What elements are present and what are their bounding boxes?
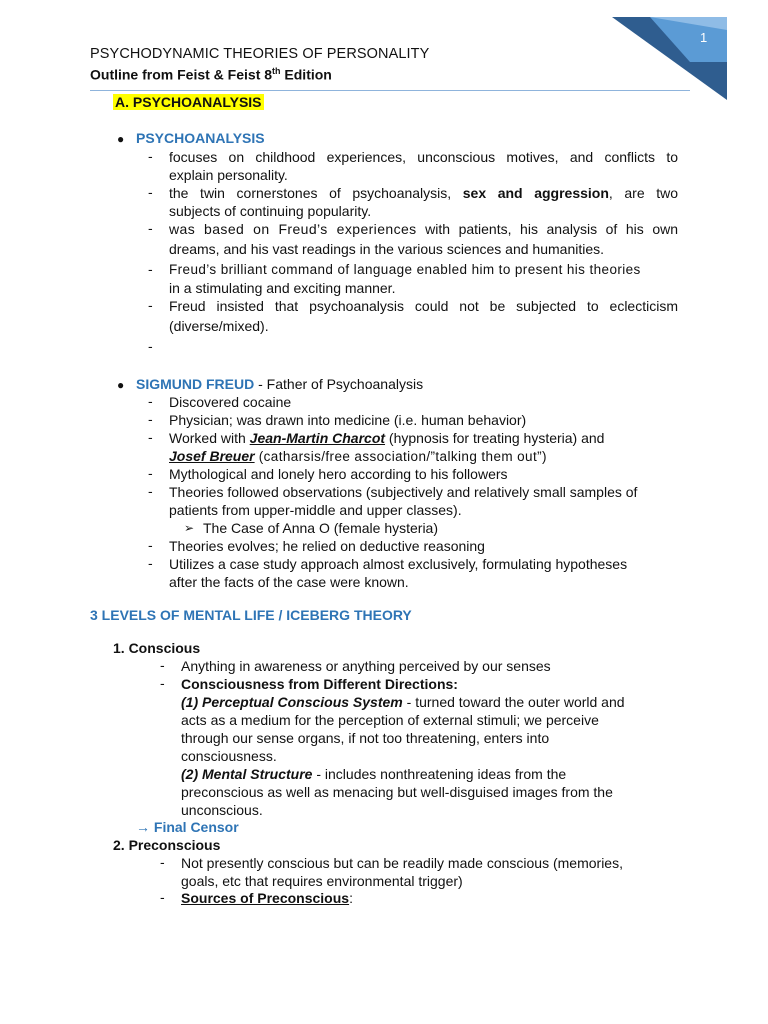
list-item-cont: explain personality. xyxy=(169,167,288,183)
list-item-cont: (diverse/mixed). xyxy=(169,318,269,334)
list-item: the twin cornerstones of psychoanalysis, sex and aggression, are two xyxy=(169,185,678,201)
preconscious-heading: 2. Preconscious xyxy=(113,837,221,853)
paragraph-line: preconscious as well as menacing but well-disguised images from the xyxy=(181,784,613,800)
paragraph-line: (1) Perceptual Conscious System - turned toward the outer world and xyxy=(181,694,625,710)
bullet-icon: ● xyxy=(117,132,125,146)
list-item: Discovered cocaine xyxy=(169,394,292,410)
paragraph-line: acts as a medium for the perception of external stimuli; we perceive xyxy=(181,712,599,728)
list-item: Freud’s brilliant command of language enabled him to present his theories xyxy=(169,262,641,277)
list-item: Sources of Preconscious: xyxy=(181,890,353,906)
dash-icon: - xyxy=(160,657,165,673)
document-title: PSYCHODYNAMIC THEORIES OF PERSONALITY xyxy=(90,46,430,62)
dash-icon: - xyxy=(148,297,153,313)
list-item-cont: subjects of continuing popularity. xyxy=(169,203,372,219)
dash-icon: - xyxy=(148,338,153,354)
dash-icon: - xyxy=(148,429,153,445)
page-number: 1 xyxy=(700,30,708,45)
dash-icon: - xyxy=(148,148,153,164)
list-item: Freud insisted that psychoanalysis could not be subjected to eclecticism xyxy=(169,298,678,314)
list-item: Mythological and lonely hero according to his followers xyxy=(169,466,508,482)
list-item: Not presently conscious but can be readily made conscious (memories, xyxy=(181,855,623,871)
list-item-cont: patients from upper-middle and upper classes). xyxy=(169,502,462,518)
list-item-cont: in a stimulating and exciting manner. xyxy=(169,280,396,296)
dash-icon: - xyxy=(160,889,165,905)
header-rule xyxy=(90,90,690,91)
dash-icon: - xyxy=(148,184,153,200)
dash-icon: - xyxy=(148,393,153,409)
final-censor-label: → Final Censor xyxy=(136,819,239,835)
paragraph-line: through our sense organs, if not too threatening, enters into xyxy=(181,730,550,746)
dash-icon: - xyxy=(148,555,153,571)
list-item: Consciousness from Different Directions: xyxy=(181,676,458,692)
dash-icon: - xyxy=(160,854,165,870)
paragraph-line: consciousness. xyxy=(181,748,277,764)
dash-icon: - xyxy=(148,411,153,427)
levels-heading: 3 LEVELS OF MENTAL LIFE / ICEBERG THEORY xyxy=(90,607,412,623)
list-item: focuses on childhood experiences, unconscious motives, and conflicts to xyxy=(169,149,678,165)
bullet-icon: ● xyxy=(117,378,125,392)
section-a-heading: A. PSYCHOANALYSIS xyxy=(115,94,262,110)
dash-icon: - xyxy=(148,220,153,236)
list-item-cont: Josef Breuer (catharsis/free association/”talking them out”) xyxy=(169,448,547,464)
list-item: was based on Freud’s experiences with patients, his analysis of his own xyxy=(169,221,679,237)
list-item: Theories evolves; he relied on deductive reasoning xyxy=(169,538,485,554)
dash-icon: - xyxy=(148,465,153,481)
list-item: Theories followed observations (subjectively and relatively small samples of xyxy=(169,484,638,500)
list-item: Anything in awareness or anything perceived by our senses xyxy=(181,658,551,674)
list-item: Utilizes a case study approach almost exclusively, formulating hypotheses xyxy=(169,556,628,572)
paragraph-line: (2) Mental Structure - includes nonthreatening ideas from the xyxy=(181,766,567,782)
list-item-cont: goals, etc that requires environmental trigger) xyxy=(181,873,463,889)
freud-heading: SIGMUND FREUD - Father of Psychoanalysis xyxy=(136,376,424,392)
list-item-cont: dreams, and his vast readings in the various sciences and humanities. xyxy=(169,241,605,257)
psychoanalysis-heading: PSYCHOANALYSIS xyxy=(136,130,265,146)
list-item: Worked with Jean-Martin Charcot (hypnosis for treating hysteria) and xyxy=(169,430,605,446)
document-subtitle: Outline from Feist & Feist 8th Edition xyxy=(90,66,332,83)
paragraph-line: unconscious. xyxy=(181,802,263,818)
list-item-cont: after the facts of the case were known. xyxy=(169,574,409,590)
dash-icon: - xyxy=(148,483,153,499)
dash-icon: - xyxy=(148,537,153,553)
list-item: Physician; was drawn into medicine (i.e. human behavior) xyxy=(169,412,527,428)
conscious-heading: 1. Conscious xyxy=(113,640,201,656)
dash-icon: - xyxy=(148,261,153,277)
arrow-bullet-icon: ➢ xyxy=(184,521,195,535)
dash-icon: - xyxy=(160,675,165,691)
sub-list-item: The Case of Anna O (female hysteria) xyxy=(203,520,438,536)
